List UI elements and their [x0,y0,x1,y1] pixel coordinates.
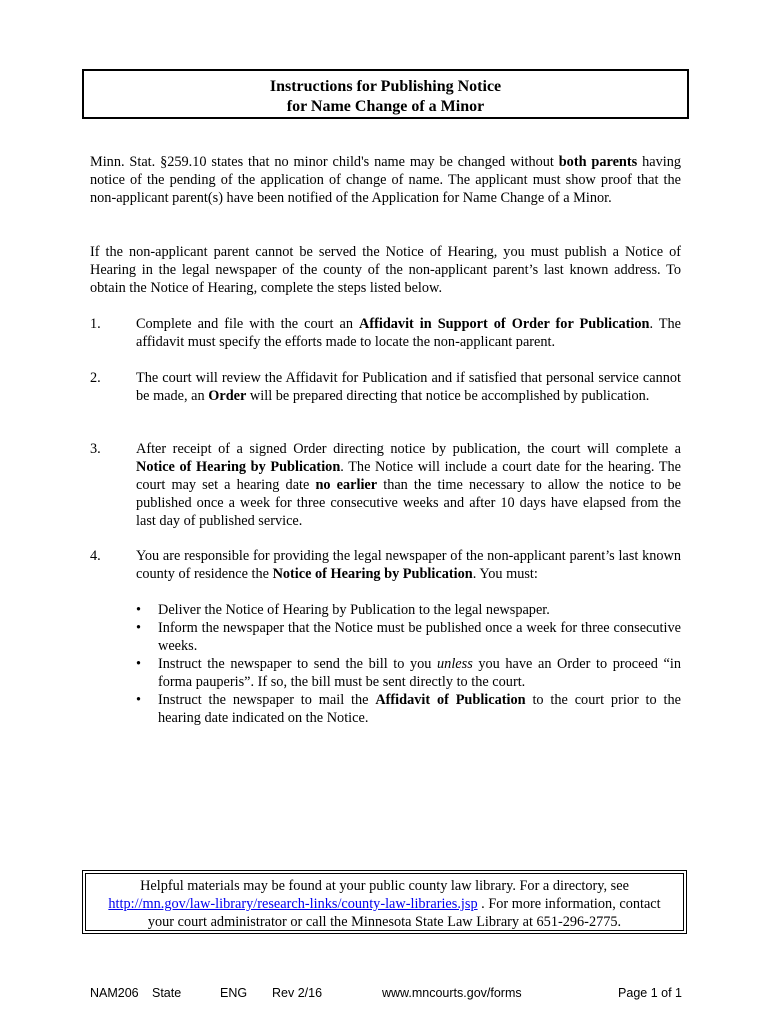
footer-page-number: Page 1 of 1 [618,986,682,1000]
footer-jurisdiction: State [152,986,182,1000]
step-number: 2. [90,370,101,386]
step-bold-2: no earlier [315,477,378,493]
title-line-1: Instructions for Publishing Notice [269,78,502,95]
bullet-text-b: you have an Order to proceed “in forma pauperis”. If so, the bill must be sent directly to the court. [158,656,681,690]
bullet-text-a: Instruct the newspaper to send the bill to you [158,656,438,672]
bullet-icon: • [136,656,142,672]
step-text-a: Complete and file with the court an [136,316,360,332]
title-line-2: for Name Change of a Minor [286,98,485,115]
intro-p1-text-b: having notice of the pending of the application of change of name. The applicant must show proof that the non-applicant parent(s) have been notified of the Application for Name Change of a Minor. [90,154,681,206]
bullet-icon: • [136,620,142,636]
step-number: 1. [90,316,101,332]
help-after-link: . For more information, contact [477,896,661,912]
intro-paragraph-1 [90,153,681,207]
step-4 [90,547,681,583]
bullet-italic: unless [437,656,473,672]
intro-paragraph-2: If the non-applicant parent cannot be served the Notice of Hearing, you must publish a Notice of Hearing in the legal newspaper of the county of the non-applicant parent’s last known address. To obtain the Notice of Hearing, complete the steps listed below. [90,244,681,296]
step-text-b: . The Notice will include a court date for the hearing. The court may set a hearing date [136,459,681,493]
step-text-b: . You must: [472,566,538,582]
step-bold: Order [208,388,247,404]
step-text [136,369,681,405]
bullet-icon: • [136,602,142,618]
bullet-bold: Affidavit of Publication [375,692,526,708]
step-text-c: than the time necessary to allow the notice to be published once a week for three consecutive weeks and after 10 days have elapsed from the last day of published service. [136,477,681,529]
step-3 [90,440,681,530]
intro-p1-bold: both parents [558,154,638,170]
step-number: 3. [90,441,101,457]
help-line-3: your court administrator or call the Minnesota State Law Library at 651-296-2775. [147,914,622,930]
step-text-b: . The affidavit must specify the efforts made to locate the non-applicant parent. [136,316,681,350]
bullet-icon: • [136,692,142,708]
step-bold: Affidavit in Support of Order for Publication [359,316,650,332]
bullet-item-3 [136,655,681,691]
step-text [136,547,681,583]
help-line-2 [83,895,686,913]
step-text-a: After receipt of a signed Order directing notice by publication, the court will complete a [136,441,681,457]
step-bold: Notice of Hearing by Publication [136,459,341,475]
step-text-b: will be prepared directing that notice be accomplished by publication. [246,388,650,404]
help-box [82,870,687,934]
step-text-a: The court will review the Affidavit for Publication and if satisfied that personal service cannot be made, an [136,370,681,404]
footer-form-id: NAM206 [90,986,139,1000]
bullet-text-b: to the court prior to the hearing date indicated on the Notice. [158,692,681,726]
step-2 [90,369,681,405]
step-number: 4. [90,548,101,564]
footer-language: ENG [220,986,248,1000]
page-footer [90,986,682,1004]
bullet-text: Inform the newspaper that the Notice must be published once a week for three consecutive weeks. [158,620,681,654]
step-text [136,315,681,351]
bullet-text: Deliver the Notice of Hearing by Publication to the legal newspaper. [158,602,550,618]
step-bold: Notice of Hearing by Publication [272,566,473,582]
bullet-text-a: Instruct the newspaper to mail the [158,692,376,708]
bullet-item-4 [136,691,681,727]
step-text-a: You are responsible for providing the legal newspaper of the non-applicant parent’s last known county of residence the [136,548,681,582]
intro-p1-text-a: Minn. Stat. §259.10 states that no minor child's name may be changed without [90,154,559,170]
footer-revision: Rev 2/16 [272,986,323,1000]
footer-website: www.mncourts.gov/forms [382,986,522,1000]
bullet-item-2 [136,619,681,655]
law-library-link[interactable]: http://mn.gov/law-library/research-links/county-law-libraries.jsp [108,896,478,912]
step-1 [90,315,681,351]
title-box [82,69,689,119]
help-line-1: Helpful materials may be found at your public county law library. For a directory, see [140,878,629,894]
instruction-bullet-list [136,601,681,727]
step-text [136,440,681,530]
bullet-item-1 [136,601,681,619]
